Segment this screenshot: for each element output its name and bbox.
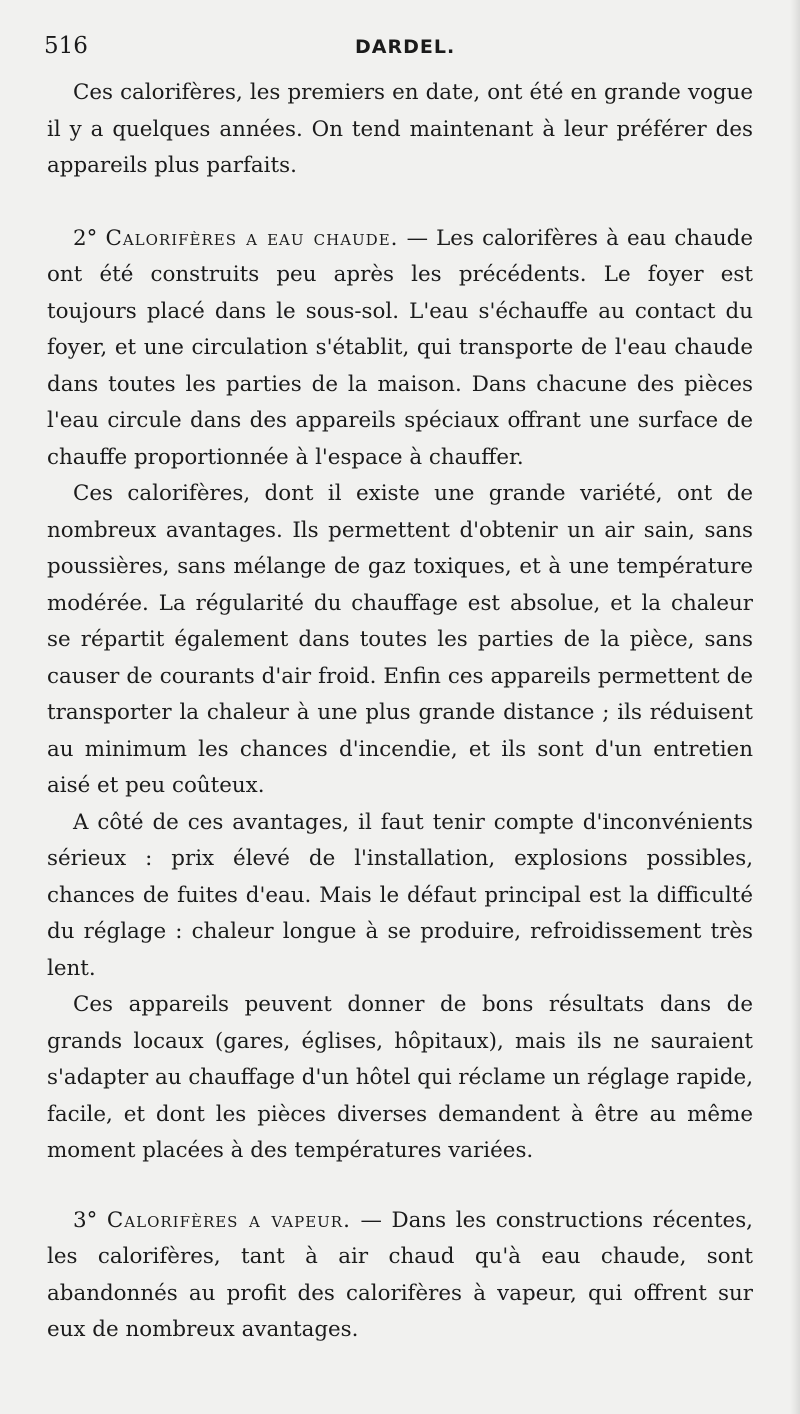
running-head: DARDEL.	[355, 36, 456, 58]
page-header	[44, 30, 764, 64]
page-number: 516	[44, 33, 88, 59]
section-heading-eau-chaude: Calorifères a eau chaude.	[105, 225, 399, 251]
paragraph-6-text: — Dans les constructions récentes, les calorifères, tant à air chaud qu'à eau chaude, sont abandonnés au profit des calorifères à vapeur, qui offrent sur eux de nombreux avantages.	[47, 1207, 753, 1342]
paragraph-4: A côté de ces avantages, il faut tenir compte d'inconvénients sérieux : prix élevé de l'installation, explosions possibles, chances de fuites d'eau. Mais le défaut principal est la difficulté du réglage : chaleur longue à se produire, refroidissement très lent.	[47, 809, 753, 981]
paragraph-2-text: — Les calorifères à eau chaude ont été construits peu après les précédents. Le foyer est toujours placé dans le sous-sol. L'eau s'échauffe au contact du foyer, et une circulation s'établit, qui transporte de l'eau chaude dans toutes les parties de la maison. Dans chacune des pièces l'eau circule dans des appareils spéciaux offrant une surface de chauffe proportionnée à l'espace à chauffer.	[47, 225, 753, 470]
section-heading-vapeur: Calorifères a vapeur.	[106, 1207, 351, 1233]
paragraph-5: Ces appareils peuvent donner de bons résultats dans de grands locaux (gares, églises, hôpitaux), mais ils ne sauraient s'adapter au chauffage d'un hôtel qui réclame un réglage rapide, facile, et dont les pièces diverses demandent à être au même moment placées à des températures variées.	[47, 992, 753, 1163]
section-number-2: 2°	[73, 225, 98, 251]
page-edge-shadow	[790, 0, 800, 1414]
body-text	[47, 75, 753, 1349]
paragraph-6	[47, 1203, 753, 1349]
section-number-3: 3°	[73, 1207, 98, 1233]
paragraph-1: Ces calorifères, les premiers en date, ont été en grande vogue il y a quelques années. On tend maintenant à leur préférer des appareils plus parfaits.	[47, 80, 753, 178]
paragraph-3: Ces calorifères, dont il existe une grande variété, ont de nombreux avantages. Ils permettent d'obtenir un air sain, sans poussières, sans mélange de gaz toxiques, et à une température modérée. La régularité du chauffage est absolue, et la chaleur se répartit également dans toutes les parties de la pièce, sans causer de courants d'air froid. Enfin ces appareils permettent de transporter la chaleur à une plus grande distance ; ils réduisent au minimum les chances d'incendie, et ils sont d'un entretien aisé et peu coûteux.	[47, 481, 753, 798]
paragraph-2	[47, 221, 753, 477]
